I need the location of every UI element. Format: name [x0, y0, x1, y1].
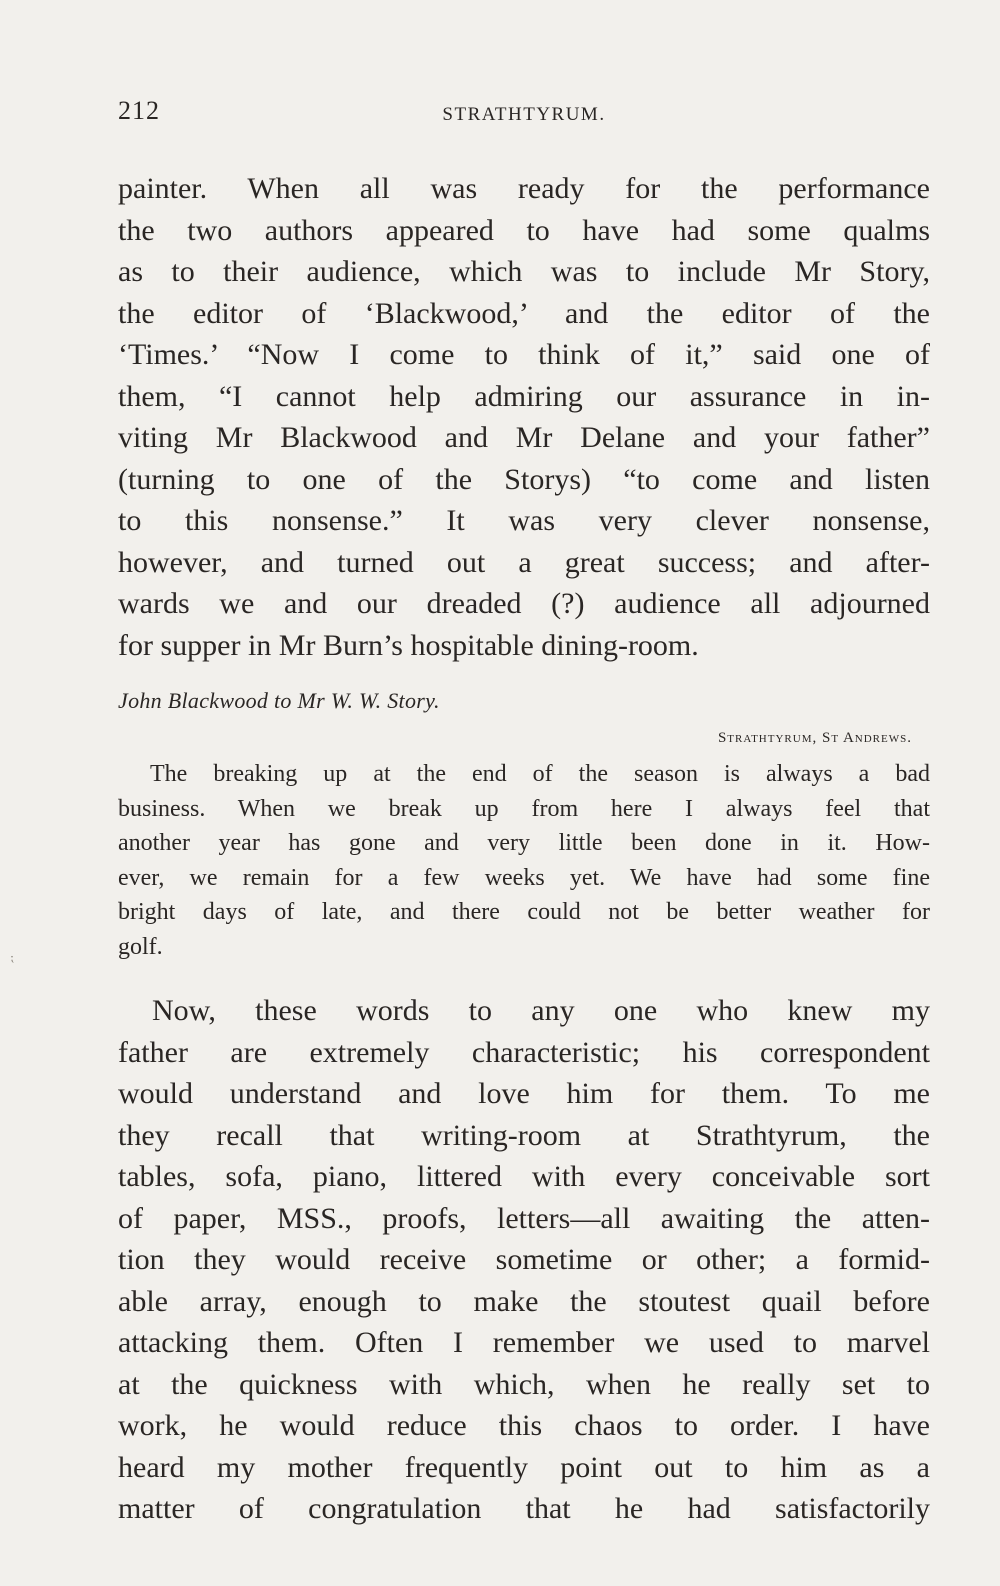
- text-line: viting Mr Blackwood and Mr Delane and your father”: [118, 421, 930, 454]
- letter-line: business. When we break up from here I always feel that: [118, 795, 930, 822]
- text-line: to this nonsense.” It was very clever nonsense,: [118, 504, 930, 537]
- text-line: of paper, MSS., proofs, letters—all awaiting the atten-: [118, 1201, 930, 1235]
- text-line: painter. When all was ready for the performance: [118, 172, 930, 205]
- text-line: the two authors appeared to have had some qualms: [118, 213, 930, 247]
- margin-mark: ⁏: [10, 950, 15, 964]
- paragraph-1: [118, 168, 930, 666]
- running-title: STRATHTYRUM.: [442, 104, 606, 125]
- text-line: wards we and our dreaded (?) audience all adjourned: [118, 587, 930, 620]
- text-line: matter of congratulation that he had satisfactorily: [118, 1492, 930, 1525]
- page-number: 212: [118, 96, 160, 125]
- letter-place: Strathtyrum, St Andrews.: [717, 730, 912, 746]
- text-line: attacking them. Often I remember we used to marvel: [118, 1326, 930, 1359]
- text-line: they recall that writing-room at Strathtyrum, the: [118, 1118, 930, 1152]
- text-line: (turning to one of the Storys) “to come and listen: [118, 462, 930, 496]
- text-line: as to their audience, which was to include Mr Story,: [118, 255, 930, 288]
- letter-line: another year has gone and very little been done in it. How-: [118, 830, 930, 856]
- letter-line: The breaking up at the end of the season is always a bad: [150, 761, 930, 787]
- text-line: them, “I cannot help admiring our assurance in in-: [118, 379, 930, 413]
- letter-line: golf.: [118, 933, 163, 960]
- text-line: work, he would reduce this chaos to order. I have: [118, 1409, 930, 1442]
- letter-heading: John Blackwood to Mr W. W. Story.: [118, 688, 440, 713]
- letter-line: bright days of late, and there could not be better weather for: [118, 899, 930, 925]
- text-line: able array, enough to make the stoutest quail before: [118, 1284, 930, 1318]
- text-line: father are extremely characteristic; his correspondent: [118, 1035, 930, 1069]
- paragraph-2: [118, 990, 930, 1530]
- text-line: ‘Times.’ “Now I come to think of it,” said one of: [118, 338, 930, 371]
- text-line: would understand and love him for them. To me: [118, 1077, 930, 1110]
- page-header: [118, 96, 930, 136]
- text-line: however, and turned out a great success; and after-: [118, 545, 930, 579]
- text-line: the editor of ‘Blackwood,’ and the editor of the: [118, 296, 930, 330]
- text-line: tables, sofa, piano, littered with every conceivable sort: [118, 1160, 930, 1193]
- text-line: tion they would receive sometime or other; a formid-: [118, 1243, 930, 1276]
- text-line: at the quickness with which, when he really set to: [118, 1367, 930, 1401]
- text-line: for supper in Mr Burn’s hospitable dining-room.: [118, 628, 699, 662]
- letter-extract: [118, 757, 930, 964]
- letter-line: ever, we remain for a few weeks yet. We have had some fine: [118, 864, 930, 891]
- text-line: Now, these words to any one who knew my: [152, 994, 930, 1027]
- text-line: heard my mother frequently point out to him as a: [118, 1450, 930, 1484]
